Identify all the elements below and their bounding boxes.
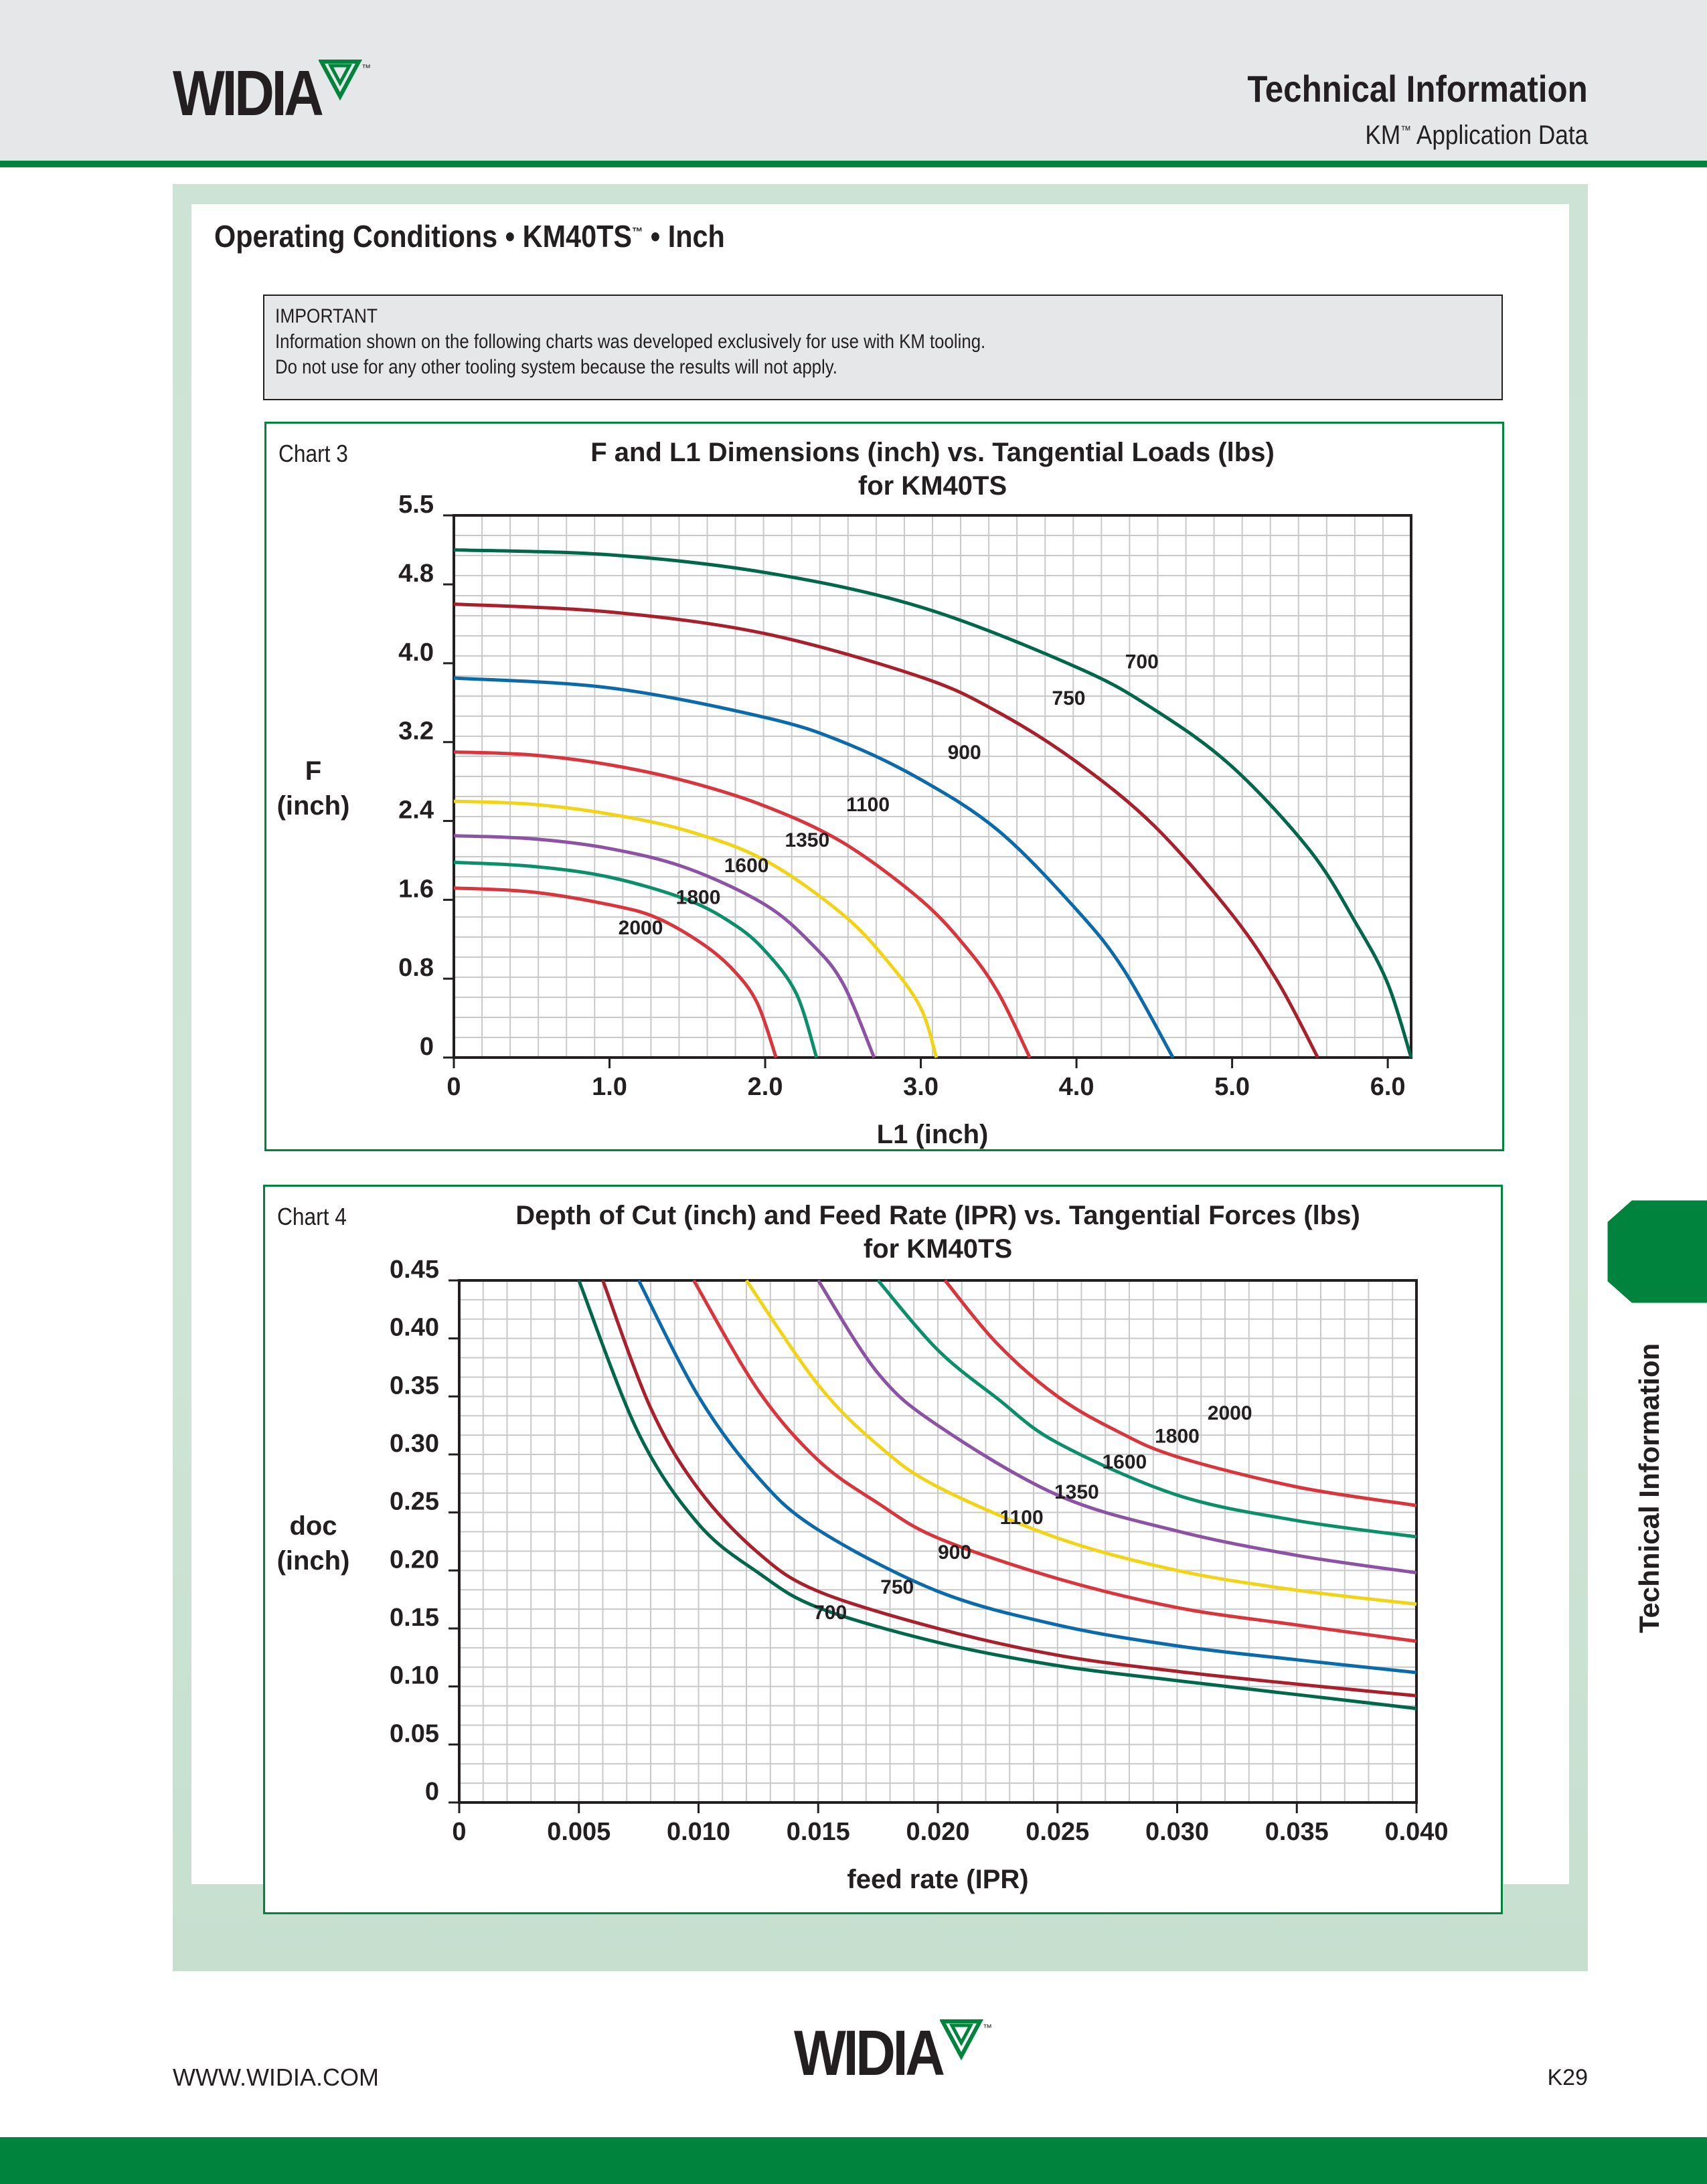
x-tick-label: 0.015 — [786, 1818, 850, 1846]
y-tick-label: 0.40 — [390, 1313, 439, 1342]
y-tick-label: 5.5 — [398, 491, 434, 519]
footer-band — [0, 2137, 1707, 2184]
curve-label-1350: 1350 — [785, 829, 830, 851]
curve-label-1100: 1100 — [999, 1507, 1044, 1529]
series-line-1600 — [818, 1280, 1416, 1573]
curve-label-1600: 1600 — [1102, 1450, 1147, 1473]
curve-label-1800: 1800 — [1155, 1425, 1200, 1448]
brand-logo[interactable] — [173, 58, 371, 129]
series-line-900 — [454, 678, 1173, 1058]
chart-3-box — [264, 422, 1504, 1151]
y-axis-label-line-1: doc — [289, 1511, 337, 1541]
footer-url[interactable]: WWW.WIDIA.COM — [173, 2064, 379, 2091]
x-axis-label: feed rate (IPR) — [847, 1865, 1029, 1894]
y-axis-label-line-2: (inch) — [276, 791, 350, 821]
x-axis-label: L1 (inch) — [876, 1120, 989, 1149]
series-line-2000 — [454, 888, 776, 1058]
footer-logo — [794, 2017, 992, 2089]
x-tick-label: 0.040 — [1384, 1818, 1449, 1846]
header-rule — [0, 161, 1707, 167]
x-tick-label: 0.020 — [906, 1818, 970, 1846]
curve-label-900: 900 — [937, 1541, 972, 1564]
y-tick-label: 0.45 — [390, 1256, 439, 1284]
y-tick-label: 0 — [424, 1778, 439, 1806]
brand-wordmark: WIDIA — [173, 58, 321, 129]
section-heading: Operating Conditions • KM40TS™ • Inch — [214, 219, 725, 254]
widia-triangle-icon — [319, 58, 372, 104]
chart-title-line-2: for KM40TS — [863, 1234, 1013, 1264]
section-tab-marker[interactable] — [1605, 1198, 1707, 1305]
x-tick-label: 4.0 — [1058, 1073, 1094, 1101]
header-subtitle: KM™ Application Data — [1365, 120, 1588, 150]
y-tick-label: 0 — [419, 1033, 434, 1061]
chart-3-label: Chart 3 — [278, 440, 348, 467]
x-tick-label: 0.030 — [1145, 1818, 1210, 1846]
header-title: Technical Information — [1247, 68, 1588, 110]
y-tick-label: 0.10 — [390, 1661, 439, 1690]
y-tick-label: 2.4 — [398, 796, 434, 825]
x-tick-label: 0 — [452, 1818, 467, 1846]
x-tick-label: 1.0 — [592, 1073, 627, 1101]
curve-label-1350: 1350 — [1054, 1481, 1099, 1503]
x-tick-label: 6.0 — [1370, 1073, 1406, 1101]
x-tick-label: 0.025 — [1026, 1818, 1090, 1846]
chart-title-line-1: Depth of Cut (inch) and Feed Rate (IPR) vs. Tangential Forces (lbs) — [515, 1201, 1360, 1230]
curve-label-1100: 1100 — [845, 793, 890, 816]
footer-wordmark: WIDIA — [794, 2017, 943, 2089]
side-tab-label: Technical Information — [1633, 1343, 1665, 1633]
chart-3-plot — [266, 424, 1502, 1149]
notice-line-1: Information shown on the following charts was developed exclusively for use with KM tooling. — [275, 331, 986, 353]
y-axis-label-line-2: (inch) — [276, 1546, 350, 1576]
chart-4-plot — [265, 1187, 1501, 1912]
x-tick-label: 3.0 — [903, 1073, 939, 1101]
series-line-1600 — [454, 836, 874, 1058]
y-tick-label: 4.0 — [398, 638, 434, 667]
series-line-750 — [454, 604, 1318, 1058]
notice-line-2: Do not use for any other tooling system because the results will not apply. — [275, 356, 837, 378]
y-tick-label: 0.35 — [390, 1371, 439, 1400]
chart-title-line-2: for KM40TS — [858, 471, 1007, 501]
x-tick-label: 2.0 — [747, 1073, 783, 1101]
series-line-1100 — [454, 752, 1030, 1058]
chart-title-line-1: F and L1 Dimensions (inch) vs. Tangential Loads (lbs) — [590, 438, 1275, 467]
important-notice — [263, 295, 1503, 400]
y-tick-label: 0.05 — [390, 1719, 439, 1748]
y-tick-label: 4.8 — [398, 560, 434, 588]
y-tick-label: 0.8 — [398, 954, 434, 983]
widia-triangle-icon — [940, 2017, 993, 2064]
x-tick-label: 5.0 — [1214, 1073, 1250, 1101]
curve-label-700: 700 — [813, 1602, 847, 1624]
y-tick-label: 0.15 — [390, 1604, 439, 1632]
curve-label-2000: 2000 — [1207, 1402, 1252, 1424]
x-tick-label: 0.035 — [1265, 1818, 1329, 1846]
series-line-900 — [639, 1280, 1416, 1673]
page-number: K29 — [1547, 2065, 1588, 2090]
curve-label-750: 750 — [1052, 687, 1086, 709]
curve-label-2000: 2000 — [618, 916, 663, 939]
curve-label-1800: 1800 — [675, 886, 721, 909]
x-tick-label: 0.010 — [666, 1818, 731, 1846]
chart-4-box — [263, 1185, 1503, 1914]
series-line-1100 — [694, 1280, 1416, 1641]
svg-text:™: ™ — [983, 2022, 992, 2033]
curve-label-1600: 1600 — [724, 855, 769, 877]
y-axis-label-line-1: F — [305, 756, 322, 786]
x-tick-label: 0 — [446, 1073, 461, 1101]
svg-text:™: ™ — [361, 62, 371, 73]
series-line-2000 — [945, 1280, 1416, 1505]
curve-label-900: 900 — [947, 741, 981, 764]
curve-label-700: 700 — [1125, 651, 1159, 673]
y-tick-label: 3.2 — [398, 717, 434, 746]
notice-title: IMPORTANT — [275, 305, 378, 327]
x-tick-label: 0.005 — [547, 1818, 611, 1846]
y-tick-label: 0.30 — [390, 1430, 439, 1458]
y-tick-label: 0.20 — [390, 1545, 439, 1574]
chart-4-label: Chart 4 — [277, 1203, 347, 1230]
y-tick-label: 0.25 — [390, 1487, 439, 1516]
y-tick-label: 1.6 — [398, 875, 434, 904]
curve-label-750: 750 — [880, 1576, 914, 1598]
